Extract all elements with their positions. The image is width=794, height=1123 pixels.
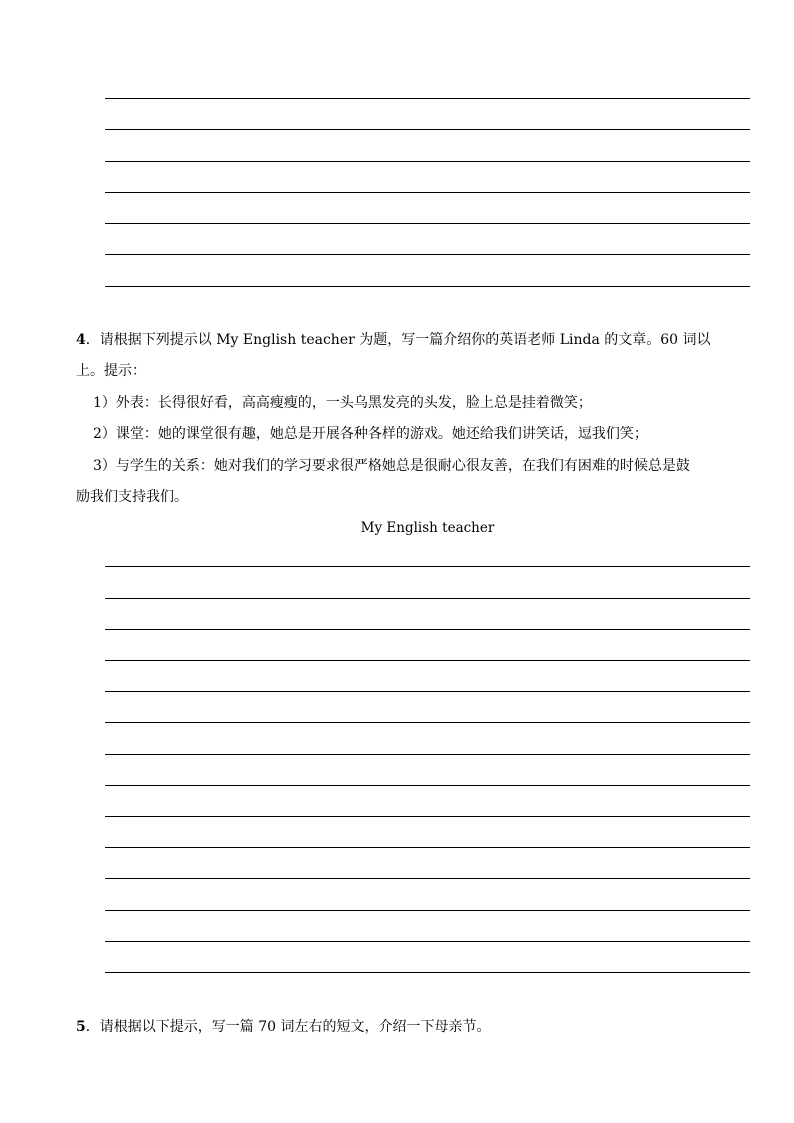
writing-line [105,660,750,661]
question-4-prompt-line2: 上。提示： [76,363,146,379]
writing-line [105,754,750,755]
writing-line [105,816,750,817]
question-4-hint-1: 1）外表：长得很好看，高高瘦瘦的，一头乌黑发亮的头发，脸上总是挂着微笑； [93,395,592,411]
question-5-prompt: 5．请根据以下提示，写一篇 70 词左右的短文，介绍一下母亲节。 [76,1019,491,1035]
writing-line [105,722,750,723]
question-4-hint-3-line1: 3）与学生的关系：她对我们的学习要求很严格她总是很耐心很友善，在我们有困难的时候总是鼓 [93,458,690,474]
question-4-hint-3-line2: 励我们支持我们。 [76,489,188,505]
writing-line [105,286,750,287]
writing-line [105,847,750,848]
writing-line [105,192,750,193]
writing-line [105,878,750,879]
question-5-number: 5 [76,1019,86,1035]
writing-line [105,910,750,911]
writing-line [105,566,750,567]
essay-title: My English teacher [360,520,495,536]
question-4-prompt-line1: 4．请根据下列提示以 My English teacher 为题，写一篇介绍你的英语老师 Linda 的文章。60 词以 [76,332,711,348]
writing-line [105,785,750,786]
writing-line [105,223,750,224]
writing-line [105,98,750,99]
writing-line [105,598,750,599]
writing-line [105,941,750,942]
writing-line [105,629,750,630]
writing-line [105,254,750,255]
writing-line [105,129,750,130]
writing-line [105,691,750,692]
question-4-number: 4 [76,332,86,348]
writing-line [105,972,750,973]
question-4-hint-2: 2）课堂：她的课堂很有趣，她总是开展各种各样的游戏。她还给我们讲笑话，逗我们笑； [93,426,648,442]
writing-line [105,161,750,162]
